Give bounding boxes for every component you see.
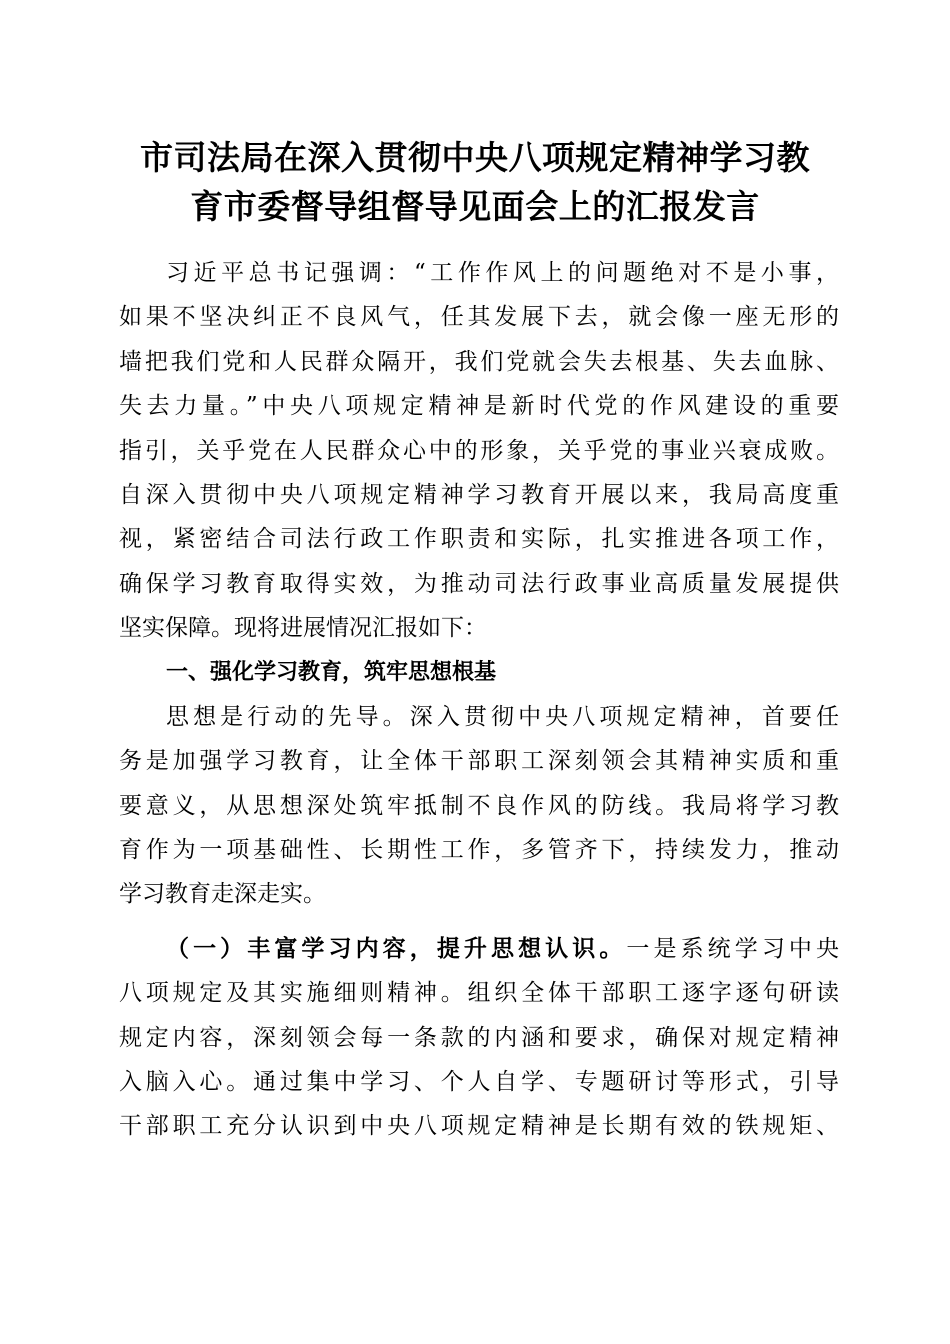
paragraph-1-line: 指引，关乎党在人民群众心中的形象，关乎党的事业兴衰成败。 [119,437,839,464]
subsection-1-lead: （一）丰富学习内容，提升思想认识。 [166,934,627,962]
paragraph-1-line: 习近平总书记强调：“工作作风上的问题绝对不是小事， [166,260,839,286]
paragraph-1-line: 视，紧密结合司法行政工作职责和实际，扎实推进各项工作， [119,526,839,553]
paragraph-gap [119,917,839,927]
paragraph-1-line: 确保学习教育取得实效，为推动司法行政事业高质量发展提供 [119,570,839,597]
document-title [100,133,850,231]
paragraph-3-first-line [119,927,839,971]
subsection-1-first-line-rest: 一是系统学习中央 [626,935,840,962]
paragraph-2-line: 学习教育走深走实。 [119,881,326,908]
section-1-heading: 一、强化学习教育，筑牢思想根基 [166,659,497,685]
paragraph-2-line: 思想是行动的先导。深入贯彻中央八项规定精神，首要任 [166,703,839,730]
paragraph-1-line: 自深入贯彻中央八项规定精神学习教育开展以来，我局高度重 [119,481,839,508]
paragraph-3-line: 八项规定及其实施细则精神。组织全体干部职工逐字逐句研读 [119,980,839,1007]
paragraph-1-line: 失去力量。”中央八项规定精神是新时代党的作风建设的重要 [119,393,839,420]
paragraph-2-line: 务是加强学习教育，让全体干部职工深刻领会其精神实质和重 [119,748,839,775]
paragraph-1-line: 墙把我们党和人民群众隔开，我们党就会失去根基、失去血脉、 [119,348,839,375]
paragraph-2-line: 要意义，从思想深处筑牢抵制不良作风的防线。我局将学习教 [119,792,839,819]
paragraph-1-line: 如果不坚决纠正不良风气，任其发展下去，就会像一座无形的 [119,304,839,331]
paragraph-1-line: 坚实保障。现将进展情况汇报如下： [119,615,487,642]
paragraph-3-line: 入脑入心。通过集中学习、个人自学、专题研讨等形式，引导 [119,1069,839,1096]
paragraph-3-line: 干部职工充分认识到中央八项规定精神是长期有效的铁规矩、 [119,1113,839,1140]
title-line-2: 育市委督导组督导见面会上的汇报发言 [190,187,760,226]
document-body [119,251,839,1149]
paragraph-3-line: 规定内容，深刻领会每一条款的内涵和要求，确保对规定精神 [119,1024,839,1051]
paragraph-2-line: 育作为一项基础性、长期性工作，多管齐下，持续发力，推动 [119,837,839,864]
title-line-1: 市司法局在深入贯彻中央八项规定精神学习教 [140,138,810,177]
